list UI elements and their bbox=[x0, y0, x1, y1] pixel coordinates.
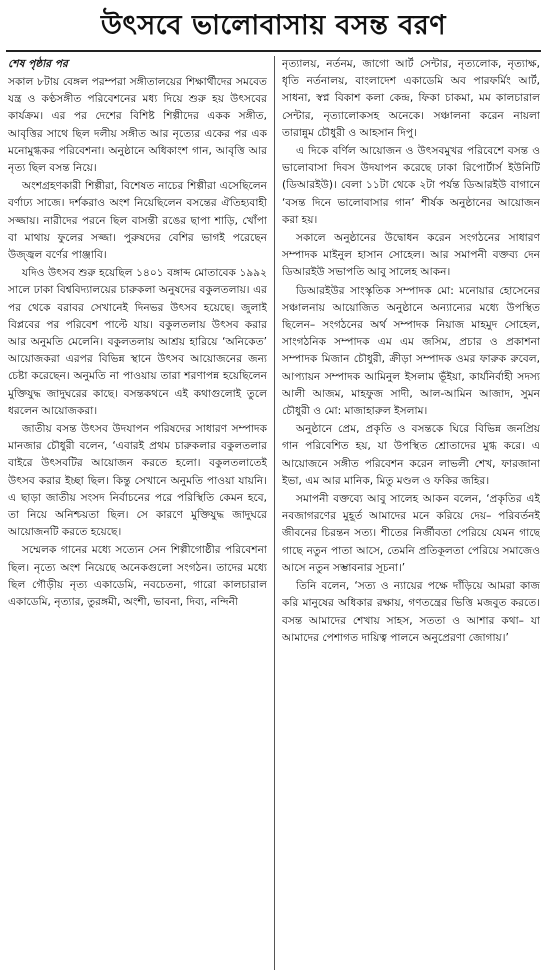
paragraph: সকালে অনুষ্ঠানের উদ্বোধন করেন সংগঠনের সাধারণ সম্পাদক মাইনুল হাসান সোহেল। আর সমাপনী বক্তব্য দেন ডিআরইউ সভাপতি আবু সালেহ আকন। bbox=[282, 232, 540, 279]
paragraph: ডিআরইউর সাংস্কৃতিক সম্পাদক মো: মনোয়ার হোসেনের সঞ্চালনায় আয়োজিত অনুষ্ঠানে অন্যান্যের মধ্যে উপস্থিত ছিলেন– সংগঠনের অর্থ সম্পাদক নিয়াজ মাহমুদ সোহেল, সাংগঠনিক সম্পাদক এম এম জসিম, প্রচার ও প্রকাশনা সম্পাদক মিজান চৌধুরী, ক্রীড়া সম্পাদক ওমর ফারুক রুবেল, আপ্যায়ন সম্পাদক আমিনুল ইসলাম ভূঁইয়া, কার্যনির্বাহী সদস্য আলী আজম, মাহফুজ সাদী, আল-আমিন আজাদ, সুমন চৌধুরী ও মো: মাজাহারুল ইসলাম। bbox=[282, 284, 540, 418]
paragraph: নৃত্যালয়, নর্তনম, জাগো আর্ট সেন্টার, নৃত্যলোক, নৃত্যাক্ষ, ধৃতি নর্তনালয়, বাংলাদেশ একাডেমি অব পারফর্মিং আর্ট, সাধনা, স্বপ্ন বিকাশ কলা কেন্দ্র, ফিকা চাকমা, মম কালচারাল সেন্টার, নৃত্যালোকসহ অনেকে। সঞ্চালনা করেন নায়লা তারান্নুম চৌধুরী ও আহসান দিপু। bbox=[282, 58, 540, 139]
paragraph: যদিও উৎসব শুরু হয়েছিল ১৪০১ বঙ্গাব্দ মোতাবেক ১৯৯২ সালে ঢাকা বিশ্ববিদ্যালয়ের চারুকলা অনুষদের বকুলতলায়। এর পর থেকে বরাবর সেখানেই দিনভর উৎসব হয়েছে। জুলাই বিপ্লবের পর পরিবেশ পাল্টে যায়। বকুলতলায় উৎসব করার আর অনুমতি মেলেনি। বকুলতলায় আশ্রয় হারিয়ে ‘অনিকেত’ আয়োজকরা এরপর বিভিন্ন স্থানে উৎসব আয়োজনের জন্য চেষ্টা করেছেন। অনুমতি না পাওয়ায় তারা শরণাপন্ন হয়েছিলেন মুক্তিযুদ্ধ জাদুঘরের কাছে। বসন্তকথনে এই কথাগুলোই তুলে ধরলেন আয়োজকরা। bbox=[8, 267, 267, 417]
headline-rule bbox=[6, 50, 541, 52]
left-column bbox=[8, 56, 267, 974]
paragraph: সকাল ৮টায় বেঙ্গল পরম্পরা সঙ্গীতালয়ের শিক্ষার্থীদের সমবেত যন্ত্র ও কণ্ঠসঙ্গীত পরিবেশনের মধ্য দিয়ে শুরু হয় উৎসবের কার্যক্রম। এর পর দেশের বিশিষ্ট শিল্পীদের একক সঙ্গীত, আবৃত্তির সাথে ছিল দলীয় সঙ্গীত আর নৃত্যের একের পর এক মনোমুগ্ধকর পরিবেশনা। অনুষ্ঠানে অধিকাংশ গান, আবৃত্তি আর নৃত্য ছিল বসন্ত নিয়ে। bbox=[8, 76, 267, 175]
right-column bbox=[282, 56, 540, 974]
jump-from-label: শেষ পৃষ্ঠার পর bbox=[8, 58, 68, 70]
paragraph: সম্মেলক গানের মধ্যে সত্যেন সেন শিল্পীগোষ্ঠীর পরিবেশনা ছিল। নৃত্যে অংশ নিয়েছে অনেকগুলো সংগঠন। তাদের মধ্যে ছিল গৌড়ীয় নৃত্য একাডেমি, নবচেতনা, গারো কালচারাল একাডেমি, নৃত্যার, তুরঙ্গমী, অংশী, ভাবনা, দিব্য, নন্দিনী bbox=[8, 544, 267, 609]
paragraph: তিনি বলেন, ‘সত্য ও ন্যায়ের পক্ষে দাঁড়িয়ে আমরা কাজ করি মানুষের অধিকার রক্ষায়, গণতন্ত্রের ভিত্তি মজবুত করতে। বসন্ত আমাদের শেখায় সাহস, সততা ও আশার কথা– যা আমাদের পেশাগত দায়িত্ব পালনে অনুপ্রেরণা জোগায়।’ bbox=[282, 580, 540, 644]
paragraph: সমাপনী বক্তব্যে আবু সালেহ আকন বলেন, ‘প্রকৃতির এই নবজাগরণের মুহূর্ত আমাদের মনে করিয়ে দেয়– পরিবর্তনই জীবনের চিরন্তন সত্য। শীতের নির্জীবতা পেরিয়ে যেমন গাছে গাছে নতুন পাতা আসে, তেমনি প্রতিকূলতা পেরিয়ে সমাজেও আসে নতুন সম্ভাবনার সূচনা।’ bbox=[282, 493, 540, 574]
paragraph: অনুষ্ঠানে প্রেম, প্রকৃতি ও বসন্তকে ঘিরে বিভিন্ন জনপ্রিয় গান পরিবেশিত হয়, যা উপস্থিত শ্রোতাদের মুগ্ধ করে। এ আয়োজনে সঙ্গীত পরিবেশন করেন লাভলী শেখ, ফারজানা ইভা, এম আর মানিক, মিতু মণ্ডল ও ফকির জহির। bbox=[282, 423, 540, 487]
paragraph: জাতীয় বসন্ত উৎসব উদযাপন পরিষদের সাধারণ সম্পাদক মানজার চৌধুরী বলেন, ‘এবারই প্রথম চারুকলার বকুলতলার বাইরে উৎসবটির আয়োজন করতে হলো। বকুলতলাতেই উৎসব করার ইচ্ছা ছিল। কিন্তু সেখানে অনুমতি পাওয়া যায়নি। এ ছাড়া জাতীয় সংসদ নির্বাচনের পরে পরিস্থিতি কেমন হবে, তা নিয়ে অনিশ্চয়তা ছিল। সে কারণে মুক্তিযুদ্ধ জাদুঘরে আয়োজনটি করতে হয়েছে। bbox=[8, 423, 267, 539]
headline: উৎসবে ভালোবাসায় বসন্ত বরণ bbox=[100, 10, 447, 41]
paragraph: এ দিকে বর্ণিল আয়োজন ও উৎসবমুখর পরিবেশে বসন্ত ও ভালোবাসা দিবস উদযাপন করেছে ঢাকা রিপোর্টার্স ইউনিটি (ডিআরইউ)। বেলা ১১টা থেকে ২টা পর্যন্ত ডিআরইউ বাগানে ‘বসন্ত দিনে ভালোবাসার গান’ শীর্ষক অনুষ্ঠানের আয়োজন করা হয়। bbox=[282, 145, 540, 226]
column-divider bbox=[274, 56, 275, 970]
paragraph: অংশগ্রহণকারী শিল্পীরা, বিশেষত নাচের শিল্পীরা এসেছিলেন বর্ণাঢ্য সাজে। দর্শকরাও অংশ নিয়েছিলেন বসন্তের ঐতিহ্যবাহী সজ্জায়। নারীদের পরনে ছিল বাসন্তী রঙের ছাপা শাড়ি, খোঁপা বা মাথায় ফুলের সজ্জা। পুরুষদের বেশির ভাগই পরেছেন উজ্জ্বল বর্ণের পাঞ্জাবি। bbox=[8, 180, 267, 262]
